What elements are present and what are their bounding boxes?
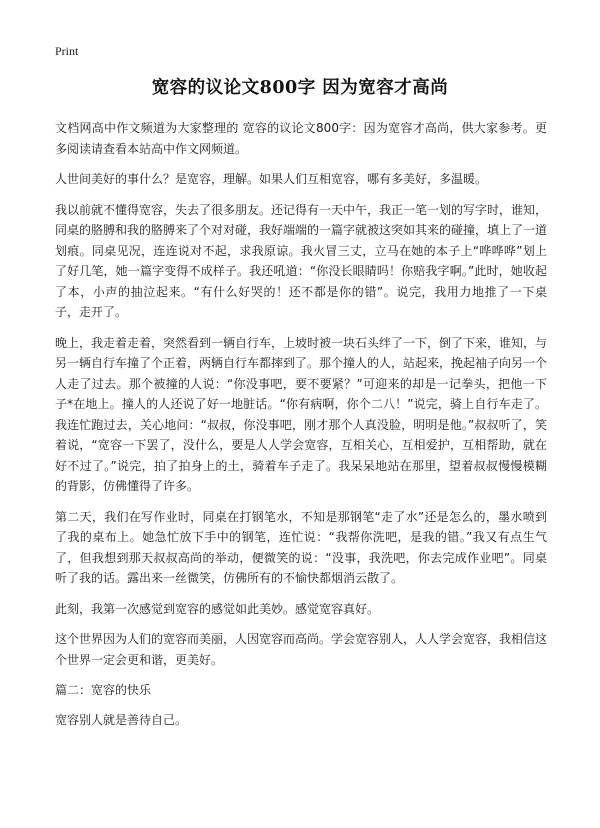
page-title: 宽容的议论文800字 因为宽容才高尚 [151, 78, 449, 98]
print-label: Print [55, 44, 79, 58]
article-body [55, 118, 547, 740]
section-heading: 篇二：宽容的快乐 [55, 683, 152, 697]
paragraph-story-ink: 第二天，我们在写作业时，同桌在打钢笔水，不知是那钢笔“走了水”还是怎么的，墨水喷到了我的桌布上。她急忙放下手中的钢笔，连忙说：“我帮你洗吧，是我的错。”我又有点生气了，但我想到那天叔叔高尚的举动，便微笑的说：“没事，我洗吧，你去完成作业吧”。同桌听了我的话。露出来一丝微笑，仿佛所有的不愉快都烟消云散了。 [55, 509, 547, 585]
paragraph-thesis: 人世间美好的事什么？是宽容，理解。如果人们互相宽容，哪有多美好，多温暖。 [55, 172, 488, 186]
paragraph-realization: 此刻，我第一次感觉到宽容的感觉如此美妙。感觉宽容真好。 [55, 601, 380, 616]
paragraph-story-bicycle: 晚上，我走着走着，突然看到一辆自行车，上坡时被一块石头绊了一下，倒了下来，谁知，与另一辆自行车撞了个正着，两辆自行车都摔到了。那个撞人的人，站起来，挽起袖子向另一个人走了过去。那个被撞的人说：“你没事吧，要不要紧？”可迎来的却是一记拳头，把他一下子*在地上。撞人的人还说了好一地脏话。“你有病啊，你个二八！”说完，骑上自行车走了。我连忙跑过去，关心地问：“叔叔，你没事吧，刚才那个人真没脸，明明是他。”叔叔听了，笑着说，“宽容一下罢了，没什么，要是人人学会宽容，互相关心，互相爱护，互相帮助，就在好不过了。”说完，拍了拍身上的土，骑着车子走了。我呆呆地站在那里，望着叔叔慢慢模糊的背影，仿佛懂得了许多。 [55, 335, 548, 493]
paragraph-section-two: 宽容别人就是善待自己。 [55, 712, 188, 727]
paragraph-story-desk: 我以前就不懂得宽容，失去了很多朋友。还记得有一天中午，我正一笔一划的写字时，谁知，同桌的胳膊和我的胳膊来了个对对碰，我好端端的一篇字就被这突如其来的碰撞，填上了一道划痕。同桌见况，连连说对不起，求我原谅。我火冒三丈，立马在她的本子上“哗哗哗”划上了好几笔，她一篇字变得不成样子。我还吼道：“你没长眼睛吗！你赔我字啊。”此时，她收起了本，小声的抽泣起来。“有什么好哭的！还不都是你的错”。说完，我用力地推了一下桌子，走开了。 [55, 202, 548, 319]
paragraph-conclusion: 这个世界因为人们的宽容而美丽，人因宽容而高尚。学会宽容别人，人人学会宽容，我相信这个世界一定会更和谐，更美好。 [55, 632, 548, 667]
paragraph-intro: 文档网高中作文频道为大家整理的 宽容的议论文800字：因为宽容才高尚，供大家参考。更多阅读请查看本站高中作文网频道。 [55, 121, 547, 156]
